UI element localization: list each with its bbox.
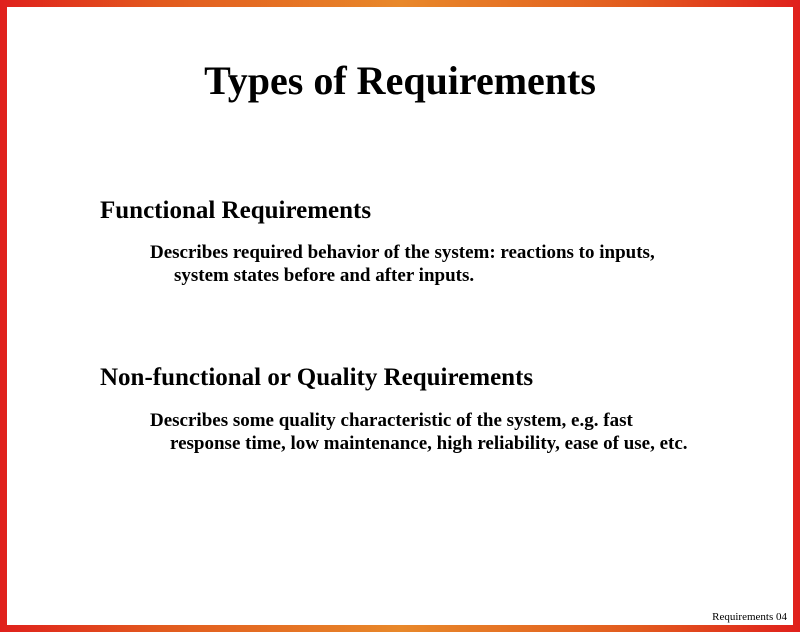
section-description-non-functional <box>150 409 760 455</box>
description-line: Describes some quality characteristic of the system, e.g. fast <box>150 410 633 431</box>
slide <box>7 7 793 625</box>
slide-title: Types of Requirements <box>204 58 596 103</box>
slide-footer: Requirements 04 <box>712 611 787 623</box>
section-heading-functional: Functional Requirements <box>100 197 372 224</box>
description-line: response time, low maintenance, high reliability, ease of use, etc. <box>170 433 688 454</box>
description-line: Describes required behavior of the system: reactions to inputs, <box>150 242 655 263</box>
description-line: system states before and after inputs. <box>174 265 475 286</box>
section-heading-non-functional: Non-functional or Quality Requirements <box>100 364 534 391</box>
section-description-functional <box>150 241 760 287</box>
